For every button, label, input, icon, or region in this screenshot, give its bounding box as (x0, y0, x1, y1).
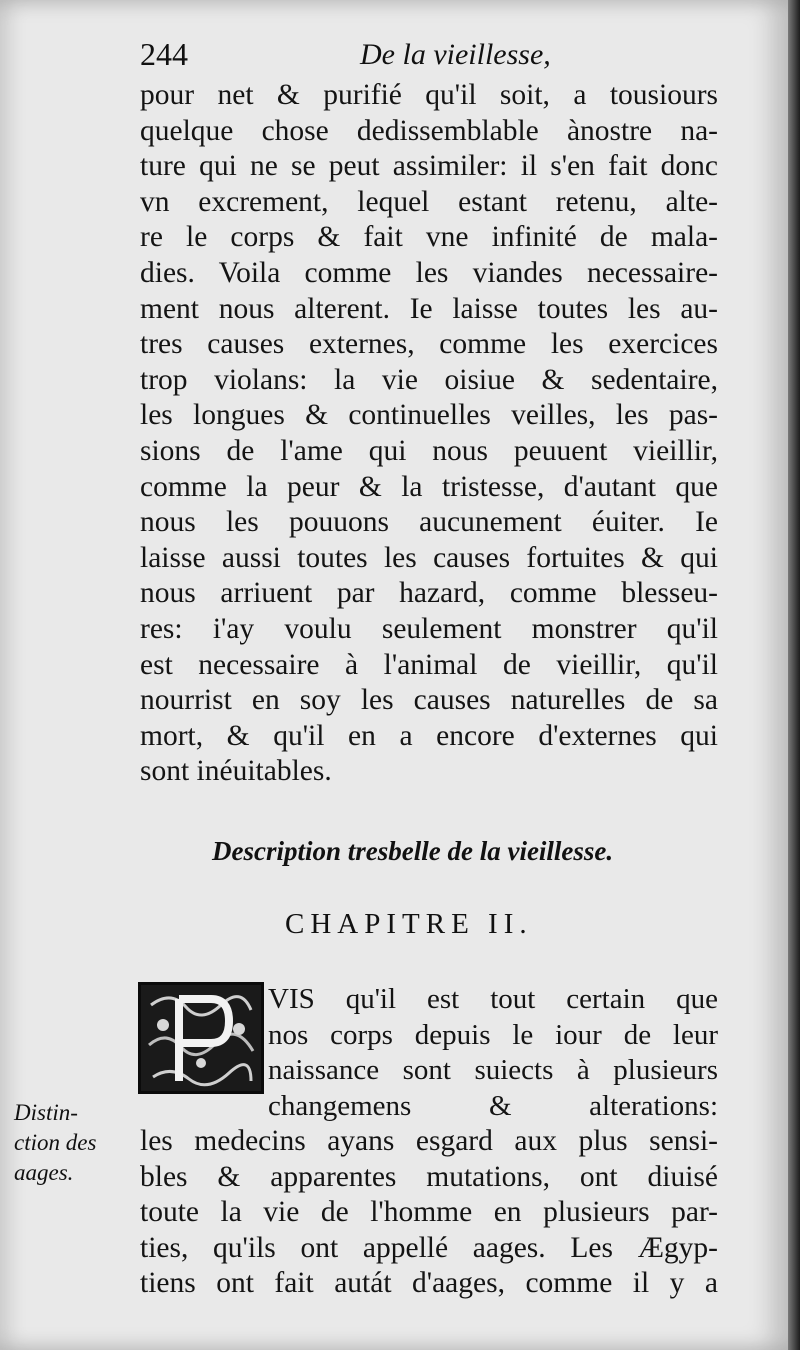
text-line: les medecins ayans esgard aux plus sensi- (140, 1125, 718, 1157)
text-line: changemens & alterations: (268, 1089, 718, 1122)
text-line: bles & apparentes mutations, ont diuisé (140, 1160, 718, 1193)
running-head (140, 36, 700, 80)
chapter-opening-text (268, 982, 718, 1124)
chapter-body-text (140, 1124, 718, 1302)
decorated-initial-p (138, 982, 264, 1094)
text-line: nous les pouuons aucunement éuiter. Ie (140, 506, 718, 539)
text-line: laisse aussi toutes les causes fortuites & qui (140, 541, 718, 574)
text-line: trop violans: la vie oisiue & sedentaire, (140, 363, 718, 396)
text-line: vn excrement, lequel estant retenu, alte- (140, 185, 718, 218)
ornament-initial-icon (141, 985, 261, 1091)
margin-note-line: aages. (14, 1160, 74, 1185)
main-text (140, 78, 718, 790)
section-title: Description tresbelle de la vieillesse. (212, 836, 614, 866)
running-title: De la vieillesse, (360, 38, 551, 71)
text-line: ture qui ne se peut assimiler: il s'en fait donc (140, 150, 718, 183)
margin-note-line: Distin- (14, 1100, 78, 1125)
text-line: sont inéuitables. (140, 755, 332, 788)
text-line: re le corps & fait vne infinité de mala- (140, 221, 718, 254)
text-line: nous arriuent par hazard, comme blesseu- (140, 577, 718, 610)
text-line: ment nous alterent. Ie laisse toutes les au- (140, 292, 718, 325)
margin-note (14, 1098, 126, 1188)
margin-note-line: ction des (14, 1130, 97, 1155)
text-line: quelque chose dedissemblable ànostre na- (140, 114, 718, 147)
text-line: tres causes externes, comme les exercices (140, 328, 718, 361)
text-line: pour net & purifié qu'il soit, a tousiours (140, 79, 718, 111)
text-line: nos corps depuis le iour de leur (268, 1018, 718, 1051)
text-line: mort, & qu'il en a encore d'externes qui (140, 719, 718, 752)
text-line: toute la vie de l'homme en plusieurs par- (140, 1196, 718, 1229)
text-line: naissance sont suiects à plusieurs (268, 1054, 718, 1087)
text-line: VIS qu'il est tout certain que (268, 983, 718, 1015)
text-line: ties, qu'ils ont appellé aages. Les Ægyp- (140, 1231, 718, 1264)
show-through-ink (40, 70, 48, 106)
text-line: comme la peur & la tristesse, d'autant que (140, 470, 718, 503)
text-line: dies. Voila comme les viandes necessaire- (140, 256, 718, 289)
text-line: sions de l'ame qui nous peuuent vieillir, (140, 434, 718, 467)
text-line: res: i'ay voulu seulement monstrer qu'il (140, 612, 718, 645)
page-edge-shadow (788, 0, 800, 1350)
text-line: les longues & continuelles veilles, les pas- (140, 399, 718, 432)
page-number: 244 (140, 36, 188, 72)
chapter-heading: CHAPITRE II. (285, 908, 533, 940)
text-line: tiens ont fait autát d'aages, comme il y a (140, 1267, 718, 1300)
text-line: est necessaire à l'animal de vieillir, qu'il (140, 648, 718, 681)
text-line: nourrist en soy les causes naturelles de sa (140, 684, 718, 717)
